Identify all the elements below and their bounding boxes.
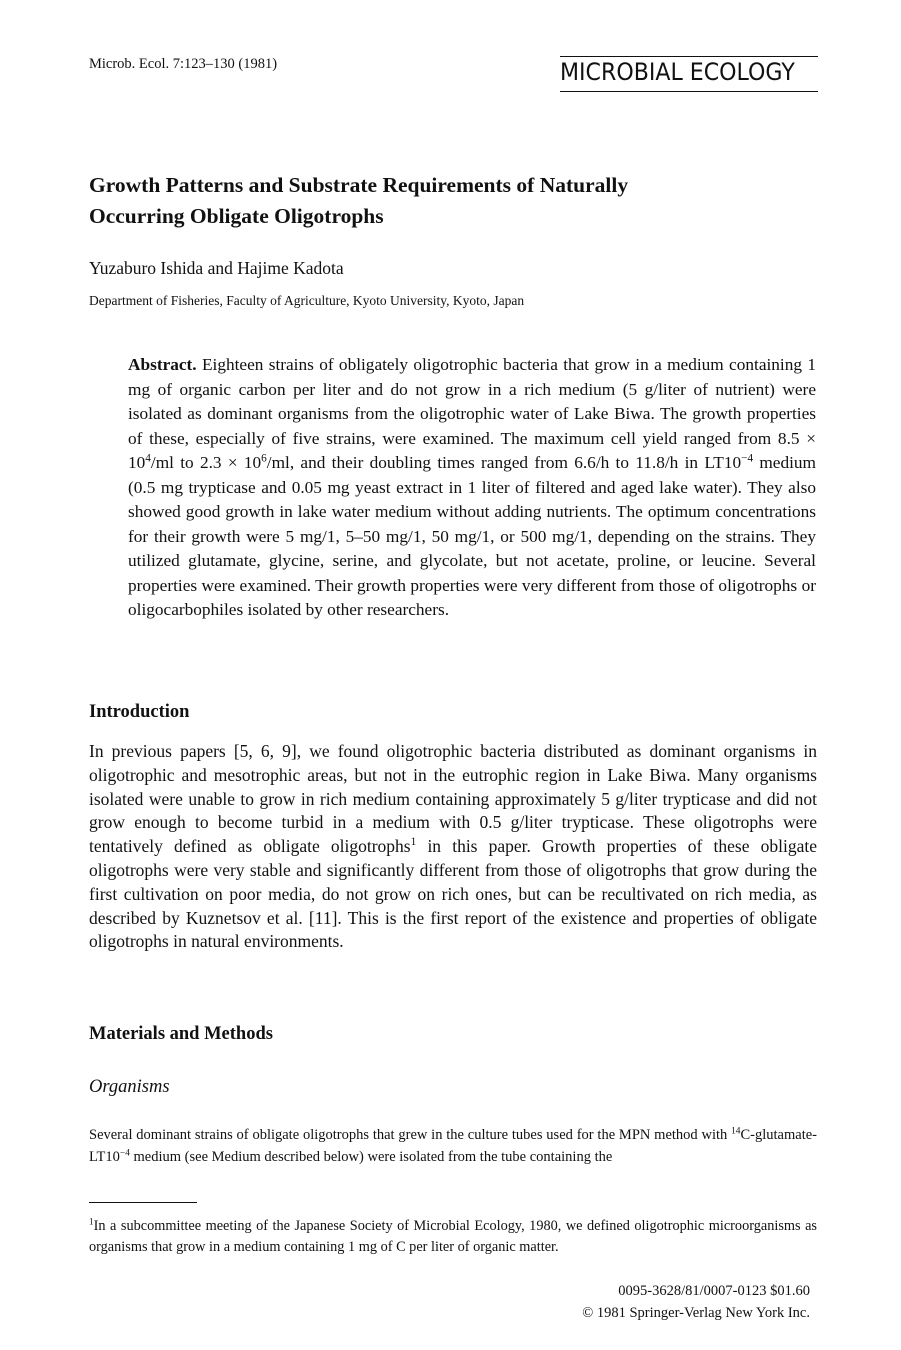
journal-rule-top <box>560 56 818 57</box>
footnote-rule <box>89 1202 197 1203</box>
methods-heading: Materials and Methods <box>89 1024 273 1044</box>
abstract-text-4: medium (0.5 mg trypticase and 0.05 mg yeast extract in 1 liter of filtered and aged lake water). They also showed good growth in lake water medium without adding nutrients. The optimum concentrations for their growth were 5 mg/1, 5–50 mg/1, 50 mg/1, or 500 mg/1, depending on the strains. They utilized glutamate, glycine, serine, and glycolate, but not acetate, proline, or leucine. Several properties were examined. Their growth properties were very different from those of oligotrophs or oligocarbophiles isolated by other researchers. <box>128 453 816 619</box>
organisms-body <box>89 1125 817 1168</box>
footnote <box>89 1216 817 1258</box>
journal-reference: Microb. Ecol. 7:123–130 (1981) <box>89 56 278 72</box>
footnote-ref-1: 1 <box>410 836 417 849</box>
title-line-2: Occurring Obligate Oligotrophs <box>89 204 384 228</box>
intro-text-1: In previous papers [5, 6, 9], we found oligotrophic bacteria distributed as dominant organisms in oligotrophic and mesotrophic areas, but not in the eutrophic region in Lake Biwa. Many organisms isolated were unable to grow in rich medium containing approximately 5 g/liter trypticase and did not grow enough to become turbid in a medium with 0.5 g/liter trypticase. These oligotrophs were tentatively defined as obligate oligotrophs <box>89 741 817 857</box>
title-line-1: Growth Patterns and Substrate Requirements of Naturally <box>89 173 629 197</box>
journal-name: MICROBIAL ECOLOGY <box>560 58 795 86</box>
abstract-label: Abstract. <box>128 355 197 374</box>
abstract-text-3: /ml, and their doubling times ranged from 6.6/h to 11.8/h in LT10 <box>266 453 742 472</box>
abstract <box>128 353 816 623</box>
introduction-body <box>89 740 817 954</box>
issn-code: 0095-3628/81/0007-0123 $01.60 <box>618 1283 810 1299</box>
intro-text-2: in this paper. Growth properties of these obligate oligotrophs were very stable and significantly different from those of oligotrophs that grow during the first cultivation on poor media, do not grow on rich ones, but can be recultivated on rich media, as described by Kuznetsov et al. [11]. This is the first report of the existence and properties of obligate oligotrophs in natural environments. <box>89 836 817 952</box>
abstract-sup-1: 4 <box>145 452 151 465</box>
journal-rule-bottom <box>560 91 818 92</box>
abstract-text-2: /ml to 2.3 × 10 <box>150 453 262 472</box>
footnote-mark: 1 <box>89 1217 94 1228</box>
org-sup-2: −4 <box>119 1147 130 1158</box>
issn-block <box>560 1280 810 1324</box>
copyright: © 1981 Springer-Verlag New York Inc. <box>582 1305 810 1321</box>
authors: Yuzaburo Ishida and Hajime Kadota <box>89 258 344 278</box>
introduction-heading: Introduction <box>89 702 190 722</box>
footnote-text: In a subcommittee meeting of the Japanese Society of Microbial Ecology, 1980, we defined oligotrophic microorganisms as organisms that grow in a medium containing 1 mg of C per liter of organic matter. <box>89 1218 817 1255</box>
org-text-1: Several dominant strains of obligate oligotrophs that grew in the culture tubes used for the MPN method with <box>89 1127 732 1143</box>
abstract-text-1: Eighteen strains of obligately oligotrophic bacteria that grow in a medium containing 1 mg of organic carbon per liter and do not grow in a rich medium (5 g/liter of nutrient) were isolated as dominant organisms from the oligotrophic water of Lake Biwa. The growth properties of these, especially of five strains, were examined. The maximum cell yield ranged from 8.5 × 10 <box>128 355 816 472</box>
organisms-subheading: Organisms <box>89 1077 170 1097</box>
org-text-3: medium (see Medium described below) were isolated from the tube containing the <box>129 1148 613 1165</box>
org-text-2: C-glutamate-LT10 <box>89 1127 817 1165</box>
abstract-sup-3: −4 <box>741 452 754 465</box>
affiliation: Department of Fisheries, Faculty of Agriculture, Kyoto University, Kyoto, Japan <box>89 293 525 308</box>
article-title <box>89 170 809 232</box>
org-sup-1: 14 <box>731 1126 741 1137</box>
abstract-sup-2: 6 <box>261 452 267 465</box>
